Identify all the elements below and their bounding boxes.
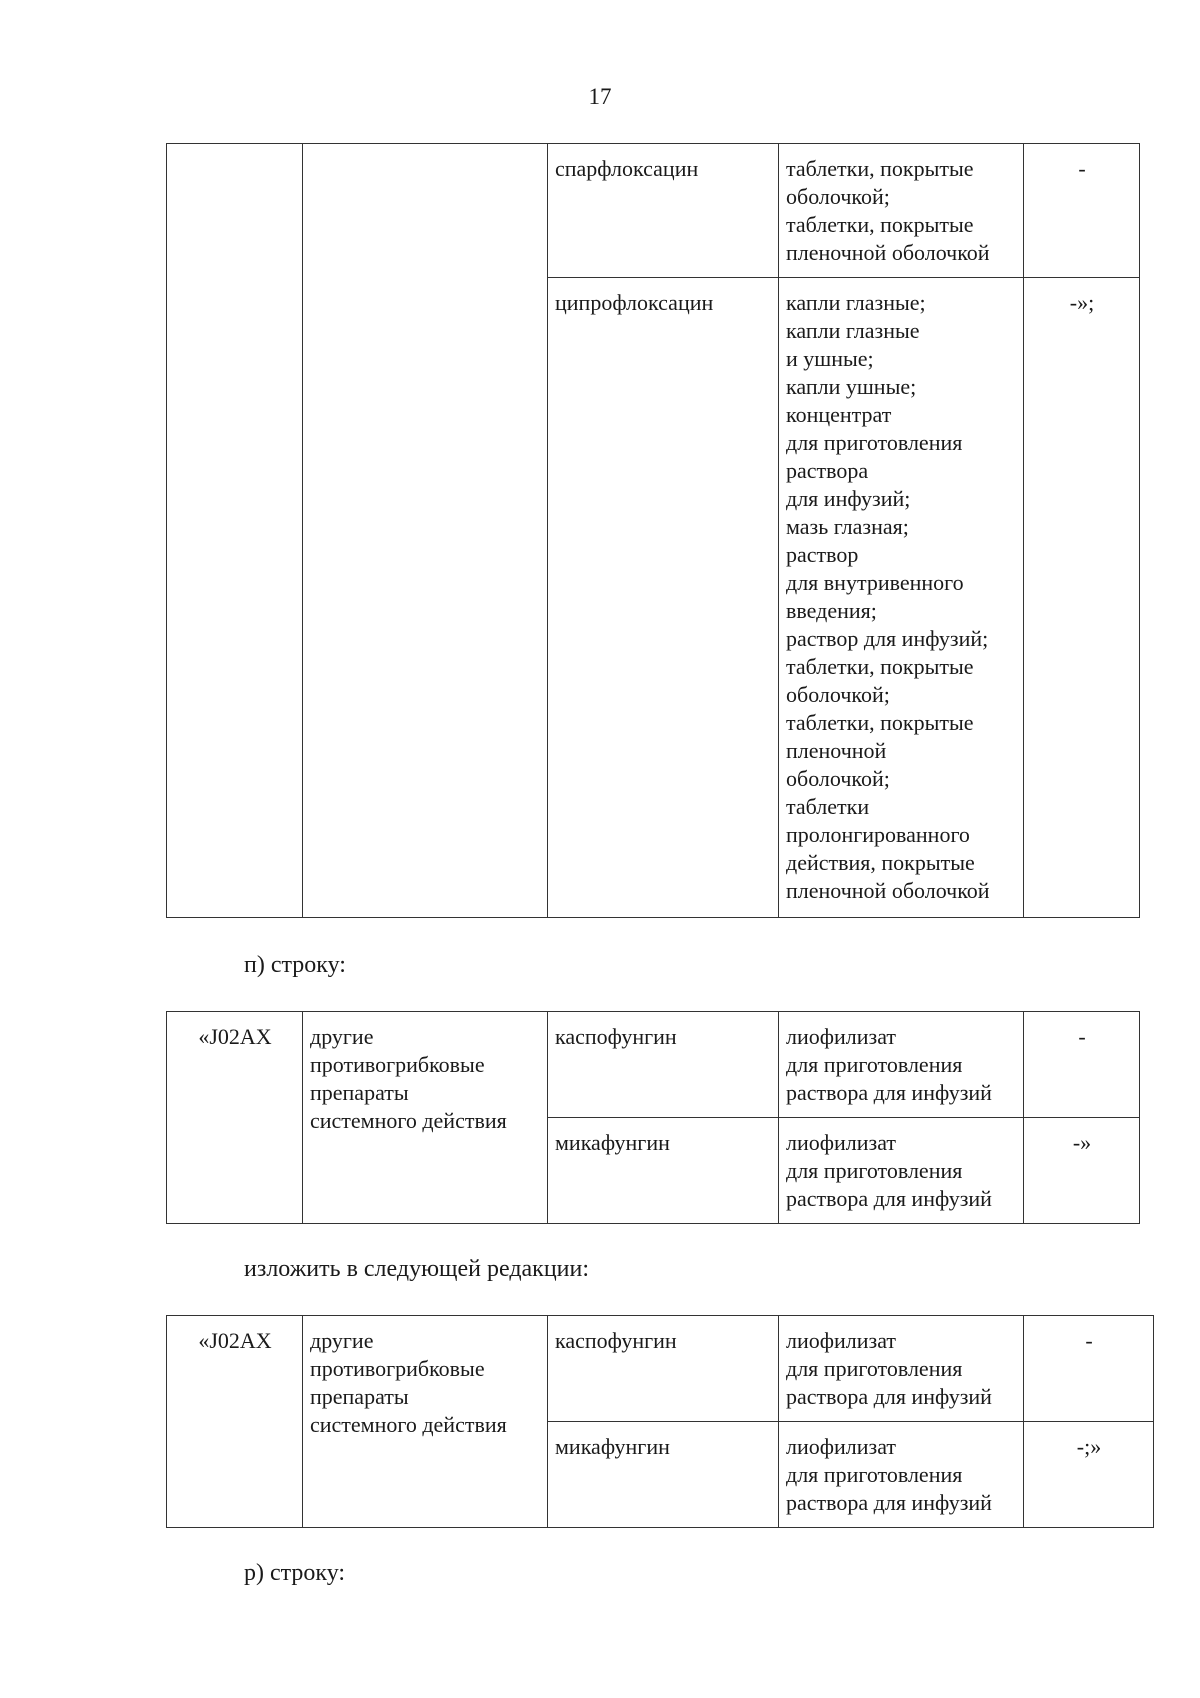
page-number: 17: [588, 84, 612, 109]
note-cell: -»;: [1024, 278, 1140, 918]
table-row: [167, 144, 1140, 278]
drug-name-cell: каспофунгин: [548, 1316, 779, 1422]
note-cell: -: [1024, 1012, 1140, 1118]
dosage-forms-cell: лиофилизат для приготовления раствора для инфузий: [779, 1316, 1024, 1422]
drug-name-cell: спарфлоксацин: [548, 144, 779, 278]
dosage-forms-cell: таблетки, покрытые оболочкой; таблетки, покрытые пленочной оболочкой: [779, 144, 1024, 278]
drug-name-cell: микафунгин: [548, 1422, 779, 1528]
paragraph-p: п) строку:: [244, 952, 346, 978]
drug-table-continued: [166, 143, 1140, 918]
drug-name-cell: ципрофлоксацин: [548, 278, 779, 918]
paragraph-r: р) строку:: [244, 1560, 346, 1586]
group-cell: другие противогрибковые препараты системного действия: [303, 1316, 548, 1528]
drug-table-new: [166, 1315, 1154, 1528]
code-cell: [167, 144, 303, 918]
drug-table-old: [166, 1011, 1140, 1224]
code-cell: «J02AX: [167, 1012, 303, 1224]
dosage-forms-cell: лиофилизат для приготовления раствора для инфузий: [779, 1422, 1024, 1528]
table-row: [167, 1316, 1154, 1422]
group-cell: [303, 144, 548, 918]
drug-name-cell: микафунгин: [548, 1118, 779, 1224]
note-cell: -;»: [1024, 1422, 1154, 1528]
note-cell: -»: [1024, 1118, 1140, 1224]
drug-name-cell: каспофунгин: [548, 1012, 779, 1118]
note-cell: -: [1024, 1316, 1154, 1422]
dosage-forms-cell: лиофилизат для приготовления раствора для инфузий: [779, 1012, 1024, 1118]
note-cell: -: [1024, 144, 1140, 278]
paragraph-edit: изложить в следующей редакции:: [244, 1256, 590, 1282]
dosage-forms-cell: лиофилизат для приготовления раствора для инфузий: [779, 1118, 1024, 1224]
code-cell: «J02AX: [167, 1316, 303, 1528]
group-cell: другие противогрибковые препараты системного действия: [303, 1012, 548, 1224]
table-row: [167, 1012, 1140, 1118]
dosage-forms-cell: капли глазные; капли глазные и ушные; капли ушные; концентрат для приготовления раствора для инфузий; мазь глазная; раствор для внутривенного введения; раствор для инфузий; таблетки, покрытые оболочкой; таблетки, покрытые пленочной оболочкой; таблетки пролонгированного действия, покрытые пленочной оболочкой: [779, 278, 1024, 918]
